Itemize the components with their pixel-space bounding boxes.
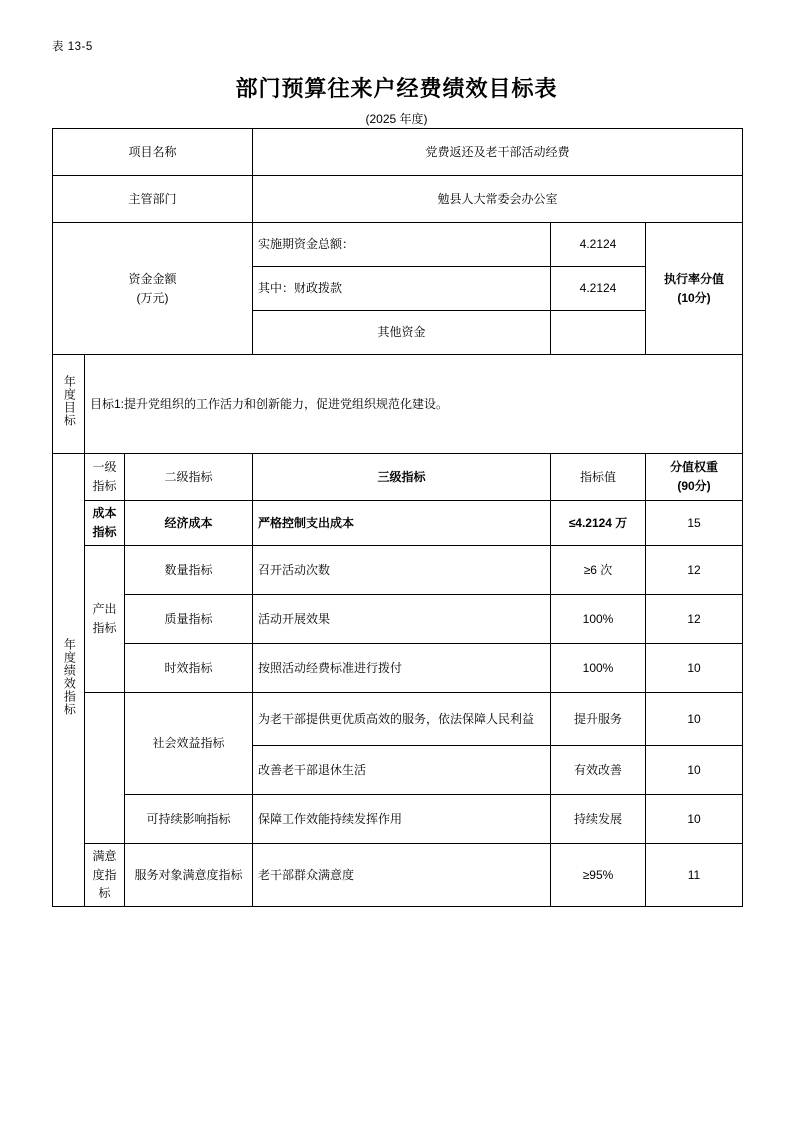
funds-other-label: 其他资金 <box>253 311 551 355</box>
cell-level3: 严格控制支出成本 <box>253 501 551 546</box>
header-level2: 二级指标 <box>125 454 253 501</box>
cell-level1: 满意度指标 <box>85 844 125 907</box>
annual-performance-label <box>53 454 85 907</box>
cell-value: 持续发展 <box>551 795 646 844</box>
cell-value: ≥95% <box>551 844 646 907</box>
funds-total-label: 实施期资金总额： <box>253 223 551 267</box>
table-row <box>53 693 743 746</box>
cell-level3: 老干部群众满意度 <box>253 844 551 907</box>
department-label: 主管部门 <box>53 176 253 223</box>
execution-rate-line1: 执行率分值 <box>663 271 724 286</box>
cell-level3: 活动开展效果 <box>253 595 551 644</box>
project-name-value: 党费返还及老干部活动经费 <box>253 129 743 176</box>
annual-goal-label <box>53 355 85 454</box>
header-weight-line1: 分值权重 <box>669 460 718 475</box>
funds-label-line2: (万元) <box>136 290 169 305</box>
cell-level1 <box>85 546 125 693</box>
header-value: 指标值 <box>551 454 646 501</box>
page-subtitle: (2025 年度) <box>365 112 428 126</box>
cell-value: 提升服务 <box>551 693 646 746</box>
cell-level2: 质量指标 <box>125 595 253 644</box>
cell-level3: 按照活动经费标准进行拨付 <box>253 644 551 693</box>
funds-fiscal-label: 其中：财政拨款 <box>253 267 551 311</box>
table-row <box>53 546 743 595</box>
cell-weight: 15 <box>646 501 743 546</box>
header-level1 <box>85 454 125 501</box>
cell-weight: 10 <box>646 693 743 746</box>
cell-weight: 12 <box>646 595 743 644</box>
cell-level3: 改善老干部退休生活 <box>253 746 551 795</box>
table-row-department <box>53 176 743 223</box>
table-row-funds-total <box>53 223 743 267</box>
header-weight <box>646 454 743 501</box>
page-title: 部门预算往来户经费绩效目标表 <box>235 76 558 101</box>
funds-label <box>53 223 253 355</box>
table-row <box>53 501 743 546</box>
performance-goal-table <box>52 128 743 907</box>
table-row <box>53 795 743 844</box>
table-row-project-name <box>53 129 743 176</box>
cell-level2: 服务对象满意度指标 <box>125 844 253 907</box>
cell-value: ≥6 次 <box>551 546 646 595</box>
table-row <box>53 644 743 693</box>
cell-weight: 11 <box>646 844 743 907</box>
department-value: 勉县人大常委会办公室 <box>253 176 743 223</box>
funds-other-value <box>551 311 646 355</box>
cell-value: ≤4.2124 万 <box>551 501 646 546</box>
annual-goal-text: 目标1:提升党组织的工作活力和创新能力，促进党组织规范化建设。 <box>85 355 743 454</box>
cell-level3: 保障工作效能持续发挥作用 <box>253 795 551 844</box>
cell-weight: 10 <box>646 644 743 693</box>
cell-weight: 10 <box>646 746 743 795</box>
cell-value: 有效改善 <box>551 746 646 795</box>
execution-rate-line2: (10分) <box>677 290 711 305</box>
funds-total-value: 4.2124 <box>551 223 646 267</box>
header-level3: 三级指标 <box>253 454 551 501</box>
cell-level1 <box>85 693 125 844</box>
cell-level1-text: 产出指标 <box>92 602 117 635</box>
header-level1-text: 一级指标 <box>92 460 117 493</box>
funds-fiscal-value: 4.2124 <box>551 267 646 311</box>
cell-level2: 数量指标 <box>125 546 253 595</box>
cell-weight: 10 <box>646 795 743 844</box>
funds-label-line1: 资金金额 <box>128 271 177 286</box>
cell-weight: 12 <box>646 546 743 595</box>
annual-goal-label-text: 年度目标 <box>62 375 77 428</box>
form-number: 表 13-5 <box>52 41 93 53</box>
header-weight-line2: (90分) <box>677 479 711 493</box>
cell-level3: 为老干部提供更优质高效的服务，依法保障人民利益 <box>253 693 551 746</box>
table-row <box>53 595 743 644</box>
cell-level2: 经济成本 <box>125 501 253 546</box>
cell-level2: 可持续影响指标 <box>125 795 253 844</box>
cell-value: 100% <box>551 644 646 693</box>
table-row-annual-goal <box>53 355 743 454</box>
cell-value: 100% <box>551 595 646 644</box>
project-name-label: 项目名称 <box>53 129 253 176</box>
cell-level3: 召开活动次数 <box>253 546 551 595</box>
cell-level2: 时效指标 <box>125 644 253 693</box>
cell-level1: 成本指标 <box>85 501 125 546</box>
execution-rate-score <box>646 223 743 355</box>
table-row-indicator-header <box>53 454 743 501</box>
cell-level2: 社会效益指标 <box>125 693 253 795</box>
annual-performance-label-text: 年度绩效指标 <box>62 638 77 717</box>
table-row <box>53 844 743 907</box>
